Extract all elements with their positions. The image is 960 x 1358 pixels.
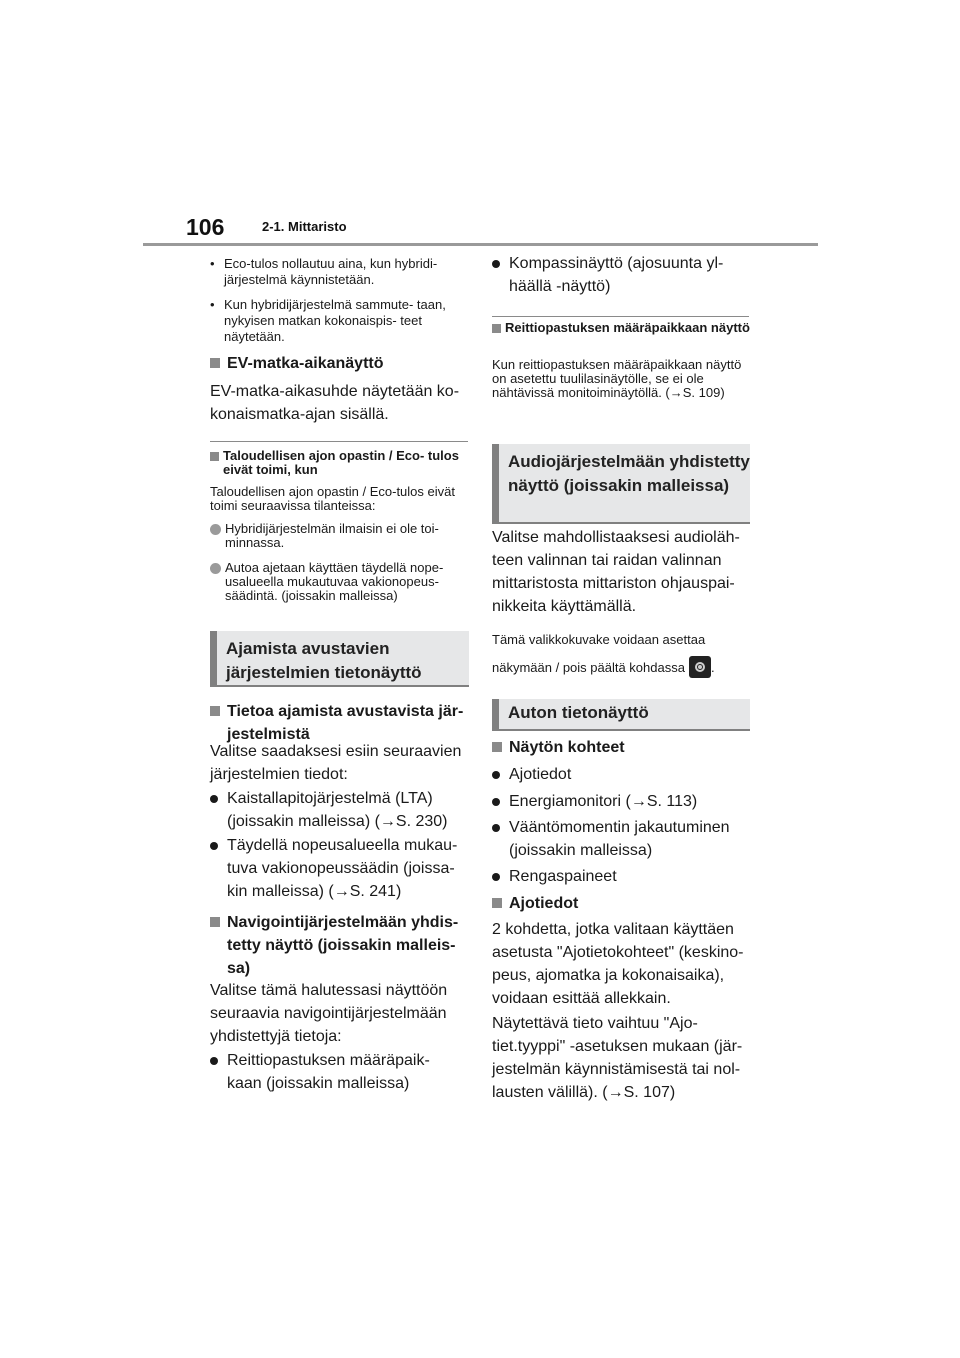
list-item: Ajotiedot (492, 763, 752, 786)
nav-heading: Navigointijärjestelmään yhdis- tetty näyttö (joissakin malleis- sa) (210, 911, 472, 980)
route-note-heading: Reittiopastuksen määräpaikkaan näyttö (492, 321, 750, 335)
square-bullet-icon (492, 324, 501, 333)
trip-text: 2 kohdetta, jotka valitaan käyttäen asetusta "Ajotietokohteet" (keskino- peus, ajomatka ja kokonaisaika), voidaan esittää allekkain. (492, 921, 744, 1007)
bullet-dot-icon (492, 873, 500, 881)
list-item: Täydellä nopeusalueella mukau- tuva vakionopeussäädin (joissa- kin malleissa) (→S. 241) (210, 834, 465, 903)
circle-bullet-icon (210, 563, 221, 574)
section-title: Audiojärjestelmään yhdistetty näyttö (joissakin malleissa) (492, 444, 750, 524)
trip-heading: Ajotiedot (492, 892, 754, 915)
square-bullet-icon (492, 898, 502, 908)
display-items-heading: Näytön kohteet (492, 736, 754, 759)
assist-heading: Tietoa ajamista avustavista jär- jestelmistä (210, 700, 472, 746)
note-text: Taloudellisen ajon opastin / Eco-tulos eivät toimi seuraavissa tilanteissa: (210, 484, 455, 513)
menu-note: Tämä valikkokuvake voidaan asettaa näkymään / pois päältä kohdassa . (492, 626, 754, 682)
list-item: Vääntömomentin jakautuminen (joissakin malleissa) (492, 816, 752, 862)
note-heading: Taloudellisen ajon opastin / Eco- tulos eivät toimi, kun (210, 449, 469, 477)
chapter-title: 2-1. Mittaristo (262, 219, 347, 234)
list-item: Kompassinäyttö (ajosuunta yl- häällä -näyttö) (492, 252, 749, 298)
square-bullet-icon (210, 706, 220, 716)
list-item: Rengaspaineet (492, 865, 752, 888)
bullet-dot-icon (492, 824, 500, 832)
square-bullet-icon (210, 917, 220, 927)
section-title: Ajamista avustavien järjestelmien tietonäyttö (210, 631, 469, 687)
route-note-text: Kun reittiopastuksen määräpaikkaan näyttö on asetettu tuulilasinäytölle, se ei ole nähtävissä monitoiminäytöllä. (→S. 109) (492, 357, 742, 400)
gear-icon (689, 656, 711, 678)
list-item: • Kun hybridijärjestelmä sammute- taan, nykyisen matkan kokonaispis- teet näytetään. (210, 297, 446, 344)
note-divider (210, 441, 468, 442)
bullet-dot-icon (492, 771, 500, 779)
list-item: • Eco-tulos nollautuu aina, kun hybridi- järjestelmä käynnistetään. (210, 256, 438, 287)
section-title: Auton tietonäyttö (492, 699, 750, 731)
nav-text: Valitse tämä halutessasi näyttöön seuraavia navigointijärjestelmään yhdistettyjä tietoja: (210, 982, 448, 1045)
square-bullet-icon (210, 358, 220, 368)
note-divider (492, 316, 749, 317)
list-item: Energiamonitori (→S. 113) (492, 790, 752, 813)
circle-bullet-icon (210, 524, 221, 535)
square-bullet-icon (210, 452, 219, 461)
list-item: Reittiopastuksen määräpaik- kaan (joissakin malleissa) (210, 1049, 461, 1095)
assist-text: Valitse saadaksesi esiin seuraavien järjestelmien tiedot: (210, 743, 462, 783)
list-item: Hybridijärjestelmän ilmaisin ei ole toi- minnassa. (210, 522, 468, 550)
bullet-dot-icon (210, 842, 218, 850)
list-item: Kaistallapitojärjestelmä (LTA) (joissakin malleissa) (→S. 230) (210, 787, 470, 833)
square-bullet-icon (492, 742, 502, 752)
list-item: Autoa ajetaan käyttäen täydellä nope- usalueella mukautuvaa vakionopeus- säädintä. (joissakin malleissa) (210, 561, 468, 603)
bullet-dot-icon (210, 795, 218, 803)
bullet-dot-icon (210, 1057, 218, 1065)
header-rule (143, 243, 818, 246)
ev-heading: EV-matka-aikanäyttö (210, 352, 477, 375)
audio-text: Valitse mahdollistaaksesi audioläh- teen valinnan tai raidan valinnan mittaristosta mittariston ohjauspai- nikkeita käyttämällä. (492, 529, 740, 615)
page-number: 106 (186, 214, 225, 240)
ev-text: EV-matka-aikasuhde näytetään ko- konaismatka-ajan sisällä. (210, 383, 460, 423)
bullet-dot-icon (492, 798, 500, 806)
trip-text: Näytettävä tieto vaihtuu "Ajo- tiet.tyyppi" -asetuksen mukaan (jär- jestelmän käynnistämisestä tai nol- lausten välillä). (→S. 107) (492, 1015, 743, 1101)
bullet-dot-icon (492, 260, 500, 268)
